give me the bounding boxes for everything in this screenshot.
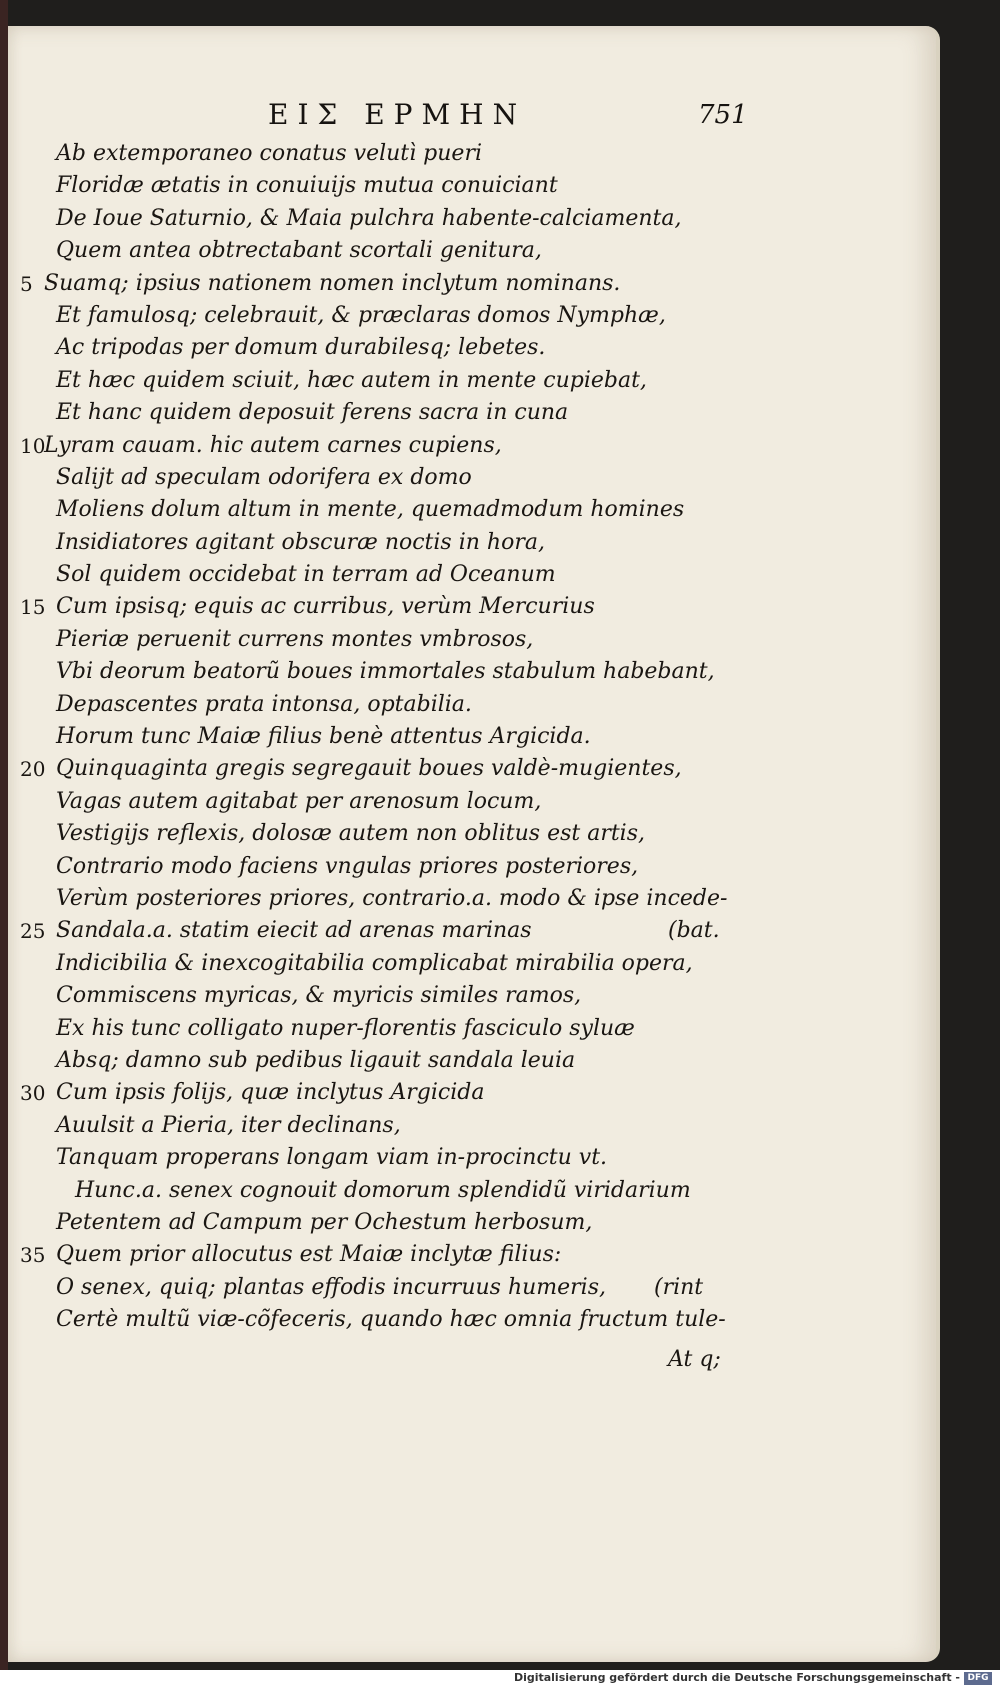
verse-line [0,1110,1000,1142]
verse-line [0,980,1000,1012]
verse-line [0,1175,1000,1207]
line-number: 20 [20,757,46,782]
verse-line [0,1045,1000,1077]
verse-line-text: Depascentes prata intonsa, optabilia. [56,691,472,717]
page-number: 751 [698,100,748,130]
verse-line [0,235,1000,267]
verse-line-text: Vbi deorum beatorũ boues immortales stabulum habebant, [56,659,715,685]
verse-line [0,591,1000,623]
verse-line-text: Cum ipsis folijs, quæ inclytus Argicida [56,1080,485,1106]
verse-line-text: Indicibilia & inexcogitabilia complicabat mirabilia opera, [56,950,693,976]
verse-line-text: Et hæc quidem sciuit, hæc autem in mente cupiebat, [56,367,647,393]
verse-line-text: Cum ipsisq; equis ac curribus, verùm Mercurius [56,594,595,620]
verse-line [0,753,1000,785]
verse-line-text: Sol quidem occidebat in terram ad Oceanum [56,562,556,588]
verse-line-text: Auulsit a Pieria, iter declinans, [56,1112,401,1138]
verse-line [0,462,1000,494]
verse-line-text: Ab extemporaneo conatus velutì pueri [56,141,482,166]
verse-line [0,948,1000,980]
verse-line [0,268,1000,300]
verse-line-text: Moliens dolum altum in mente, quemadmodum homines [56,497,685,523]
line-number: 15 [20,595,46,620]
turnover-continuation: (bat. [668,918,720,944]
verse-line [0,624,1000,656]
verse-line-text: Vestigijs reflexis, dolosæ autem non oblitus est artis, [56,821,646,847]
verse-line [0,527,1000,559]
verse-line [0,494,1000,526]
verse-line [0,170,1000,202]
verse-line-text: Saliјt ad speculam odorifera ex domo [56,464,472,490]
verse-line [0,721,1000,753]
line-number: 30 [20,1081,46,1106]
verse-line-text: Et hanc quidem deposuit ferens sacra in cuna [56,400,569,426]
verse-line [0,1272,1000,1304]
verse-line [0,1239,1000,1271]
verse-line [0,559,1000,591]
verse-line-text: Contrario modo faciens vngulas priores posteriores, [56,853,639,879]
verse-line [0,689,1000,721]
verse-line [0,818,1000,850]
verse-line-text: Vagas autem agitabat per arenosum locum, [56,788,542,814]
line-number: 35 [20,1243,46,1268]
verse-line [0,1304,1000,1336]
verse-line-text: Quem prior allocutus est Maiæ inclytæ filius: [56,1242,562,1268]
verse-line [0,786,1000,818]
verse-line [0,1013,1000,1045]
verse-line [0,203,1000,235]
verse-line-text: Insidiatores agitant obscuræ noctis in hora, [56,529,545,555]
verse-line [0,430,1000,462]
verse-line-text: Quem antea obtrectabant scortali genitura, [56,238,542,264]
catchword: At q; [668,1347,721,1372]
running-head: ΕΙΣ ΕΡΜΗΝ [268,98,527,131]
verse-line-text: Commiscens myricas, & myricis similes ramos, [56,983,582,1009]
verse-line [0,397,1000,429]
line-number: 5 [20,271,33,296]
page-header [0,98,1000,138]
verse-line [0,915,1000,947]
verse-line [0,300,1000,332]
line-number: 25 [20,919,46,944]
digitization-credit: Digitalisierung gefördert durch die Deutsche Forschungsgemeinschaft - [513,1671,960,1684]
verse-line-text: O senex, quiq; plantas effodis incurruus humeris, [56,1274,606,1300]
line-number: 10 [20,433,46,458]
digitization-credit-bar [0,1670,1000,1687]
verse-line [0,138,1000,170]
verse-line-text: Pieriæ peruenit currens montes vmbrosos, [56,626,534,652]
verse-line-text: Verùm posteriores priores, contrario.a. modo & ipse incede- [56,885,728,911]
verse-line-text: Quinquaginta gregis segregauit boues valdè-mugientes, [56,756,682,782]
verse-line [0,656,1000,688]
verse-line-text: Et famulosq; celebrauit, & præclaras domos Nymphæ, [56,302,666,328]
verse-line [0,851,1000,883]
verse-line-text: De Ioue Saturnio, & Maia pulchra habente-calciamenta, [56,205,682,231]
verse-line-text: Ex his tunc colligato nuper-florentis fasciculo syluæ [56,1015,635,1041]
verse-line-text: Suamq; ipsius nationem nomen inclytum nominans. [44,270,621,296]
verse-line [0,1207,1000,1239]
verse-line [0,883,1000,915]
verse-text-block [0,138,1000,1336]
verse-line-text: Certè multũ viæ-cõfeceris, quando hæc omnia fructum tule- [56,1307,726,1333]
verse-line-text: Tanquam properans longam viam in-procinctu vt. [56,1145,608,1171]
verse-line-text: Hunc.a. senex cognouit domorum splendidũ viridarium [75,1177,691,1203]
verse-line-text: Lyram cauam. hic autem carnes cupiens, [44,432,502,458]
verse-line-text: Horum tunc Maiæ filius benè attentus Argicida. [56,724,591,750]
dfg-logo: DFG [964,1672,992,1685]
verse-line-text: Petentem ad Campum per Ochestum herbosum, [56,1209,593,1235]
verse-line [0,1077,1000,1109]
verse-line [0,365,1000,397]
verse-line [0,332,1000,364]
verse-line-text: Ac tripodas per domum durabilesq; lebetes. [56,335,546,361]
verse-line-text: Floridæ ætatis in conuiuijs mutua conuiciant [56,173,558,199]
verse-line-text: Sandala.a. statim eiecit ad arenas marinas [56,918,532,944]
turnover-continuation: (rint [654,1274,704,1300]
verse-line-text: Absq; damno sub pedibus ligauit sandala leuia [56,1047,576,1073]
verse-line [0,1142,1000,1174]
